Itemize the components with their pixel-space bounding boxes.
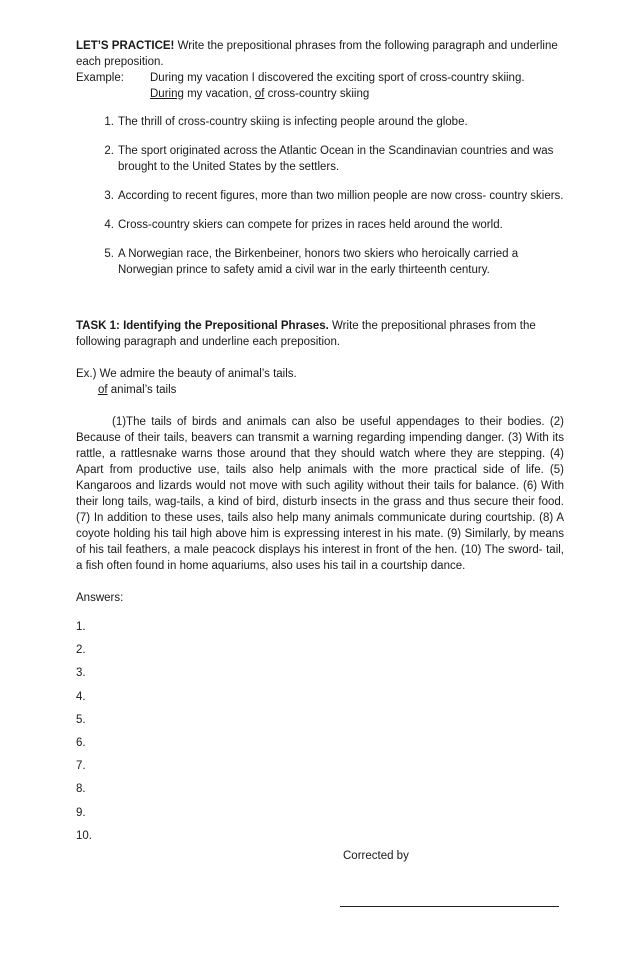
answer-line[interactable]: 1.	[76, 621, 86, 633]
practice-instruction: Write the prepositional phrases from the following paragraph and underline each preposition.	[76, 40, 558, 68]
item-number: 1.	[104, 116, 114, 128]
item-text: Cross-country skiers can compete for prizes in races held around the world.	[118, 219, 503, 231]
answer-line[interactable]: 7.	[76, 760, 86, 773]
item-number: 5.	[104, 248, 114, 260]
example-text-2: cross-country skiing	[264, 88, 370, 100]
example-text-1: my vacation,	[183, 88, 255, 100]
answer-line[interactable]: 5.	[76, 713, 86, 726]
answer-line[interactable]: 10.	[76, 829, 92, 842]
task1-example-sentence: Ex.) We admire the beauty of animal’s tails.	[76, 368, 297, 380]
answer-line[interactable]: 3.	[76, 667, 86, 680]
item-text: According to recent figures, more than two million people are now cross- country skiers.	[118, 190, 564, 202]
practice-item	[76, 143, 564, 175]
task1-heading: TASK 1: Identifying the Prepositional Phrases.	[76, 320, 329, 332]
answer-list	[76, 619, 564, 851]
signature-line[interactable]	[340, 906, 559, 907]
answer-line[interactable]: 6.	[76, 736, 86, 749]
practice-item	[76, 246, 564, 278]
item-number: 3.	[104, 190, 114, 202]
item-text: The sport originated across the Atlantic Ocean in the Scandinavian countries and was brought to the United States by the settlers.	[118, 145, 554, 173]
task1-example-rest: animal’s tails	[107, 384, 177, 396]
paragraph-text: (1)The tails of birds and animals can also be useful appendages to their bodies. (2) Because of their tails, beavers can transmit a warning regarding impending danger. (3) With its rattle, a rattlesnake warns those around that they should watch where they are stepping. (4) Apart from productive use, tails also help animals with the more practical side of life. (5) Kangaroos and lizards would not move with such agility without their tails for balance. (6) With their long tails, wag-tails, a kind of bird, disturb insects in the grass and thus secure their food. (7) In addition to these uses, tails also help many animals communicate during courtship. (8) A coyote holding his tail high above him is expressing interest in his mate. (9) Similarly, by means of his tail feathers, a male peacock displays his interest in front of the hen. (10) The sword- tail, a fish often found in home aquariums, also uses his tail in a courtship dance.	[76, 416, 564, 572]
answer-line[interactable]: 9.	[76, 806, 86, 819]
task1-example-preposition: of	[98, 384, 108, 396]
task1-instructions	[76, 318, 564, 350]
example-label: Example:	[76, 72, 124, 84]
item-number: 2.	[104, 145, 114, 157]
example-preposition-1: During	[150, 88, 184, 100]
task1-instruction: Write the prepositional phrases from the following paragraph and underline each preposition.	[76, 320, 536, 348]
task1-paragraph	[76, 414, 564, 574]
example-answer	[76, 86, 564, 102]
corrected-by-label: Corrected by	[343, 850, 409, 862]
item-text: A Norwegian race, the Birkenbeiner, honors two skiers who heroically carried a Norwegian prince to safety amid a civil war in the early thirteenth century.	[118, 248, 519, 276]
example-sentence: During my vacation I discovered the exciting sport of cross-country skiing.	[150, 72, 525, 84]
practice-item	[76, 188, 564, 204]
answer-line[interactable]: 4.	[76, 690, 86, 703]
answer-line[interactable]: 2.	[76, 644, 86, 657]
practice-instructions	[76, 38, 564, 70]
task1-example	[76, 366, 564, 398]
practice-items	[76, 114, 564, 278]
task1-example-answer	[76, 382, 564, 398]
item-number: 4.	[104, 219, 114, 231]
practice-example	[76, 70, 564, 86]
worksheet	[76, 38, 564, 851]
answers-label: Answers:	[76, 592, 124, 604]
practice-item	[76, 114, 564, 130]
practice-item	[76, 217, 564, 233]
answer-line[interactable]: 8.	[76, 783, 86, 796]
practice-heading: LET’S PRACTICE!	[76, 40, 175, 52]
item-text: The thrill of cross-country skiing is infecting people around the globe.	[118, 116, 468, 128]
example-preposition-2: of	[254, 88, 265, 100]
